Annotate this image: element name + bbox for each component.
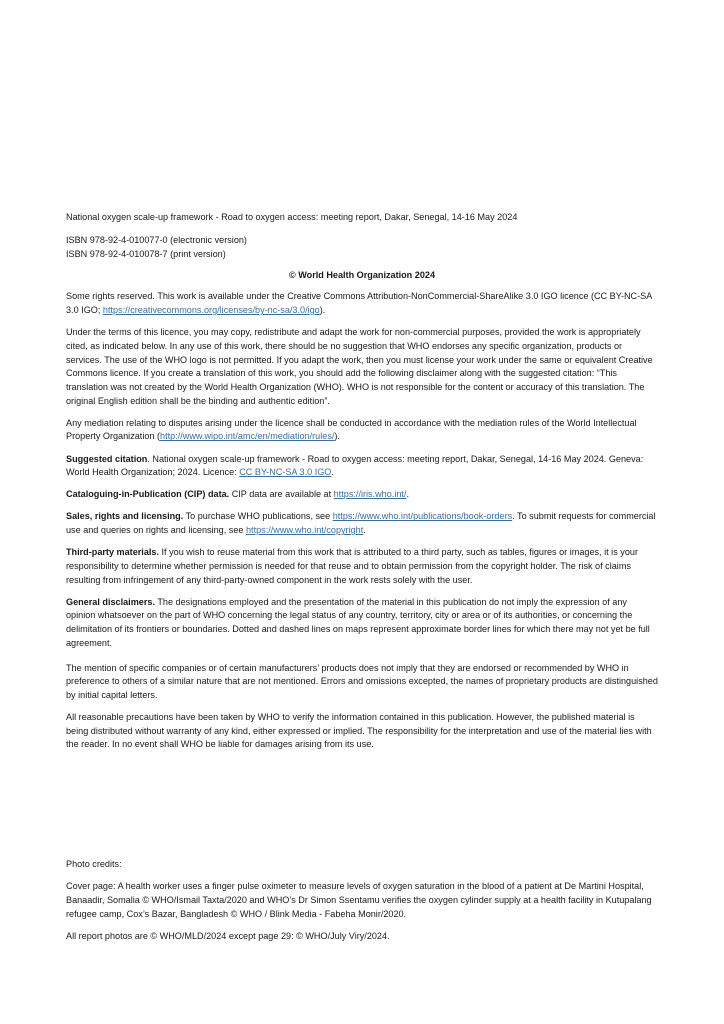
sales-text-mid: . To submit requests for commercial use and queries on rights and licensing, see (66, 511, 656, 536)
mediation-text-end: ). (334, 431, 340, 442)
photo-credits-block (66, 858, 658, 952)
citation-paragraph (66, 453, 658, 480)
copyright-page-body (66, 211, 658, 761)
third-party-text: If you wish to reuse material from this work that is attributed to a third party, such as tables, figures or images, it is your responsibility to determine whether permission is needed for that reuse and to obtain permission from the copyright holder. The risk of claims resulting from infringement of any third-party-owned component in the work rests solely with the user. (66, 547, 638, 585)
general-disclaimers-label: General disclaimers. (66, 596, 155, 607)
photo-credits-heading: Photo credits: (66, 859, 122, 869)
sales-paragraph (66, 510, 658, 537)
isbn-electronic: ISBN 978-92-4-010077-0 (electronic version) (66, 235, 247, 246)
precautions-paragraph: All reasonable precautions have been taken by WHO to verify the information contained in this publication. However, the published material is being distributed without warranty of any kind, either expressed or implied. The responsibility for the interpretation and use of the material lies with the reader. In no event shall WHO be liable for damages arising from its use. (66, 712, 652, 750)
rights-text: Some rights reserved. This work is available under the Creative Commons Attribution-NonCommercial-ShareAlike 3.0 IGO licence (CC BY-NC-SA 3.0 IGO; (66, 291, 652, 316)
sales-text: To purchase WHO publications, see (183, 511, 333, 522)
general-disclaimers-text: The designations employed and the presentation of the material in this publication do not imply the expression of any opinion whatsoever on the part of WHO concerning the legal status of any country, territory, city or area or of its authorities, or concerning the delimitation of its frontiers or boundaries. Dotted and dashed lines on maps represent approximate border lines for which there may not yet be full agreement. (66, 596, 650, 648)
mediation-paragraph (66, 417, 658, 444)
iris-link[interactable]: https://iris.who.int/ (333, 489, 407, 500)
licence-link[interactable]: CC BY-NC-SA 3.0 IGO (239, 467, 332, 478)
copyright-notice: © World Health Organization 2024 (289, 269, 435, 280)
cover-photo-credit: Cover page: A health worker uses a finger pulse oximeter to measure levels of oxygen saturation in the blood of a patient at De Martini Hospital, Banaadir, Somalia © WHO/Ismail Taxta/2020 and WHO’s Dr Simon Ssentamu verifies the oxygen cylinder supply at a health facility in Kutupalang refugee camp, Cox’s Bazar, Bangladesh © WHO / Blink Media - Fabeha Monir/2020. (66, 881, 652, 919)
sales-text-end: . (363, 525, 366, 536)
sales-label: Sales, rights and licensing. (66, 511, 184, 522)
book-orders-link[interactable]: https://www.who.int/publications/book-orders (332, 511, 513, 522)
report-title: National oxygen scale-up framework - Road to oxygen access: meeting report, Dakar, Senegal, 14-16 May 2024 (66, 212, 518, 222)
creative-commons-link[interactable]: https://creativecommons.org/licenses/by-nc-sa/3.0/igo (102, 305, 320, 316)
citation-text: . National oxygen scale-up framework - Road to oxygen access: meeting report, Dakar, Senegal, 14-16 May 2024. Geneva: World Health Organization; 2024. Licence: (66, 453, 644, 478)
cip-paragraph (66, 488, 658, 502)
companies-paragraph: The mention of specific companies or of certain manufacturers’ products does not imply that they are endorsed or recommended by WHO in preference to others of a similar nature that are not mentioned. Errors and omissions excepted, the names of proprietary products are distinguished by initial capital letters. (66, 662, 658, 700)
copyright-link[interactable]: https://www.who.int/copyright (245, 525, 364, 536)
third-party-label: Third-party materials. (66, 547, 159, 558)
third-party-paragraph (66, 546, 658, 587)
mediation-text: Any mediation relating to disputes arising under the licence shall be conducted in accordance with the mediation rules of the World Intellectual Property Organization ( (66, 417, 637, 442)
general-disclaimers-paragraph (66, 596, 658, 651)
licence-terms-paragraph: Under the terms of this licence, you may copy, redistribute and adapt the work for non-commercial purposes, provided the work is appropriately cited, as indicated below. In any use of this work, there should be no suggestion that WHO endorses any specific organization, products or services. The use of the WHO logo is not permitted. If you adapt the work, then you must license your work under the same or equivalent Creative Commons licence. If you create a translation of this work, you should add the following disclaimer along with the suggested citation: “This translation was not created by the World Health Organization (WHO). WHO is not responsible for the content or accuracy of this translation. The original English edition shall be the binding and authentic edition”. (66, 327, 653, 406)
isbn-block (66, 234, 658, 261)
isbn-print: ISBN 978-92-4-010078-7 (print version) (66, 248, 226, 259)
all-photos-credit: All report photos are © WHO/MLD/2024 except page 29: © WHO/July Viry/2024. (66, 930, 390, 941)
cip-text: CIP data are available at (229, 489, 334, 500)
rights-paragraph (66, 290, 658, 317)
cip-label: Cataloguing-in-Publication (CIP) data. (66, 489, 230, 500)
citation-label: Suggested citation (66, 453, 148, 464)
rights-text-end: ). (319, 305, 326, 316)
citation-text-end: . (331, 467, 334, 478)
cip-text-end: . (406, 489, 409, 500)
wipo-mediation-link[interactable]: http://www.wipo.int/amc/en/mediation/rules/ (160, 431, 335, 442)
